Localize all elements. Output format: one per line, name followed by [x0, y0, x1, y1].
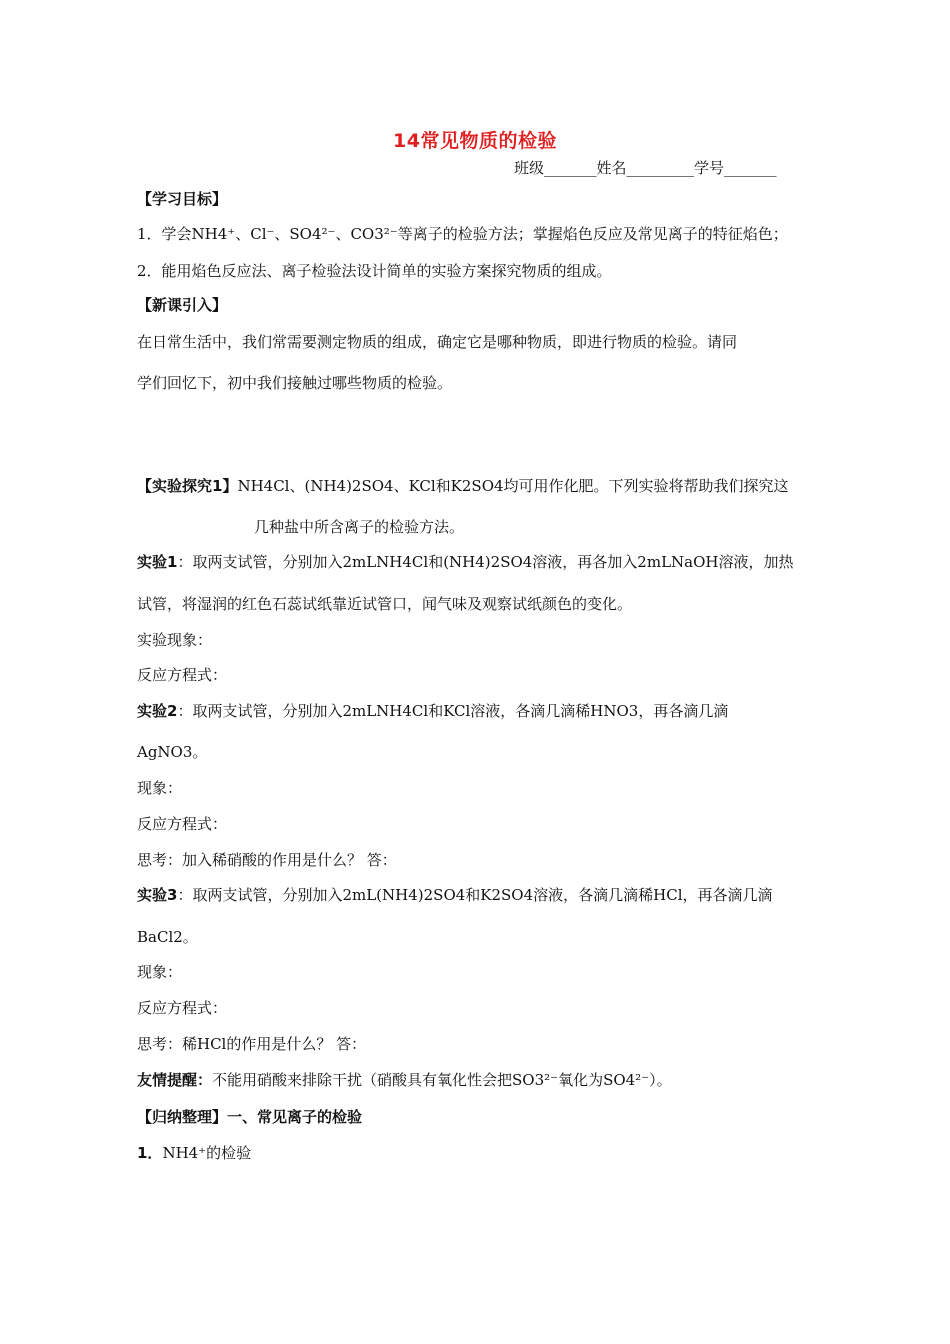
- goals-heading: 【学习目标】: [137, 190, 228, 208]
- exp1-line-2: 试管，将湿润的红色石蕊试纸靠近试管口，闻气味及观察试纸颜色的变化。: [137, 595, 633, 613]
- name-blank: _________: [626, 159, 695, 177]
- class-label: 班级: [514, 159, 545, 177]
- explore-line-2: 几种盐中所含离子的检验方法。: [254, 518, 465, 536]
- page-title: 14常见物质的检验: [393, 130, 557, 152]
- exp2-label: 实验2: [137, 702, 178, 720]
- summary-heading: 【归纳整理】一、常见离子的检验: [137, 1108, 363, 1126]
- exp1-phenomenon: 实验现象：: [137, 631, 213, 649]
- intro-line-1: 在日常生活中，我们常需要测定物质的组成，确定它是哪种物质，即进行物质的检验。请同: [137, 333, 738, 351]
- explore-line-1: [137, 475, 817, 496]
- exp2-think: 思考：加入稀硝酸的作用是什么？ 答：: [137, 851, 397, 869]
- exp2-phenomenon: 现象：: [137, 779, 183, 797]
- exp3-equation: 反应方程式：: [137, 999, 228, 1017]
- tip-label: 友情提醒：: [137, 1071, 213, 1089]
- explore-heading: 【实验探究1】: [137, 477, 238, 495]
- goal-item-1: 1．学会NH4⁺、Cl⁻、SO4²⁻、CO3²⁻等离子的检验方法；掌握焰色反应及常见离子的特征焰色；: [137, 225, 788, 243]
- intro-line-2: 学们回忆下，初中我们接触过哪些物质的检验。: [137, 374, 453, 392]
- exp3-line-1: [137, 884, 817, 905]
- exp3-think: 思考：稀HCl的作用是什么？ 答：: [137, 1035, 367, 1053]
- id-label: 学号: [694, 159, 725, 177]
- exp2-line-1: [137, 700, 817, 721]
- exp1-label: 实验1: [137, 553, 178, 571]
- exp1-equation: 反应方程式：: [137, 666, 228, 684]
- student-info-line: [514, 157, 777, 178]
- tip-line: [137, 1069, 817, 1090]
- summary-item-1-number: 1．: [137, 1144, 163, 1162]
- id-blank: _______: [724, 159, 777, 177]
- summary-item-1: [137, 1142, 817, 1163]
- exp3-phenomenon: 现象：: [137, 963, 183, 981]
- intro-heading: 【新课引入】: [137, 296, 228, 314]
- goal-item-2: 2．能用焰色反应法、离子检验法设计简单的实验方案探究物质的组成。: [137, 262, 612, 280]
- exp3-text: ：取两支试管，分别加入2mL(NH4)2SO4和K2SO4溶液，各滴几滴稀HCl，再各滴几滴: [177, 886, 773, 904]
- name-label: 姓名: [596, 159, 627, 177]
- exp3-label: 实验3: [137, 886, 178, 904]
- exp2-line-2: AgNO3。: [137, 743, 208, 761]
- explore-text: NH4Cl、(NH4)2SO4、KCl和K2SO4均可用作化肥。下列实验将帮助我们探究这: [237, 477, 789, 495]
- exp3-line-2: BaCl2。: [137, 928, 198, 946]
- exp1-line-1: [137, 551, 817, 572]
- exp2-text: ：取两支试管，分别加入2mLNH4Cl和KCl溶液，各滴几滴稀HNO3，再各滴几滴: [177, 702, 729, 720]
- exp1-text: ：取两支试管，分别加入2mLNH4Cl和(NH4)2SO4溶液，再各加入2mLNaOH溶液，加热: [177, 553, 794, 571]
- exp2-equation: 反应方程式：: [137, 815, 228, 833]
- summary-item-1-text: NH4⁺的检验: [162, 1144, 252, 1162]
- class-blank: _______: [544, 159, 597, 177]
- tip-text: 不能用硝酸来排除干扰（硝酸具有氧化性会把SO3²⁻氧化为SO4²⁻）。: [212, 1071, 672, 1089]
